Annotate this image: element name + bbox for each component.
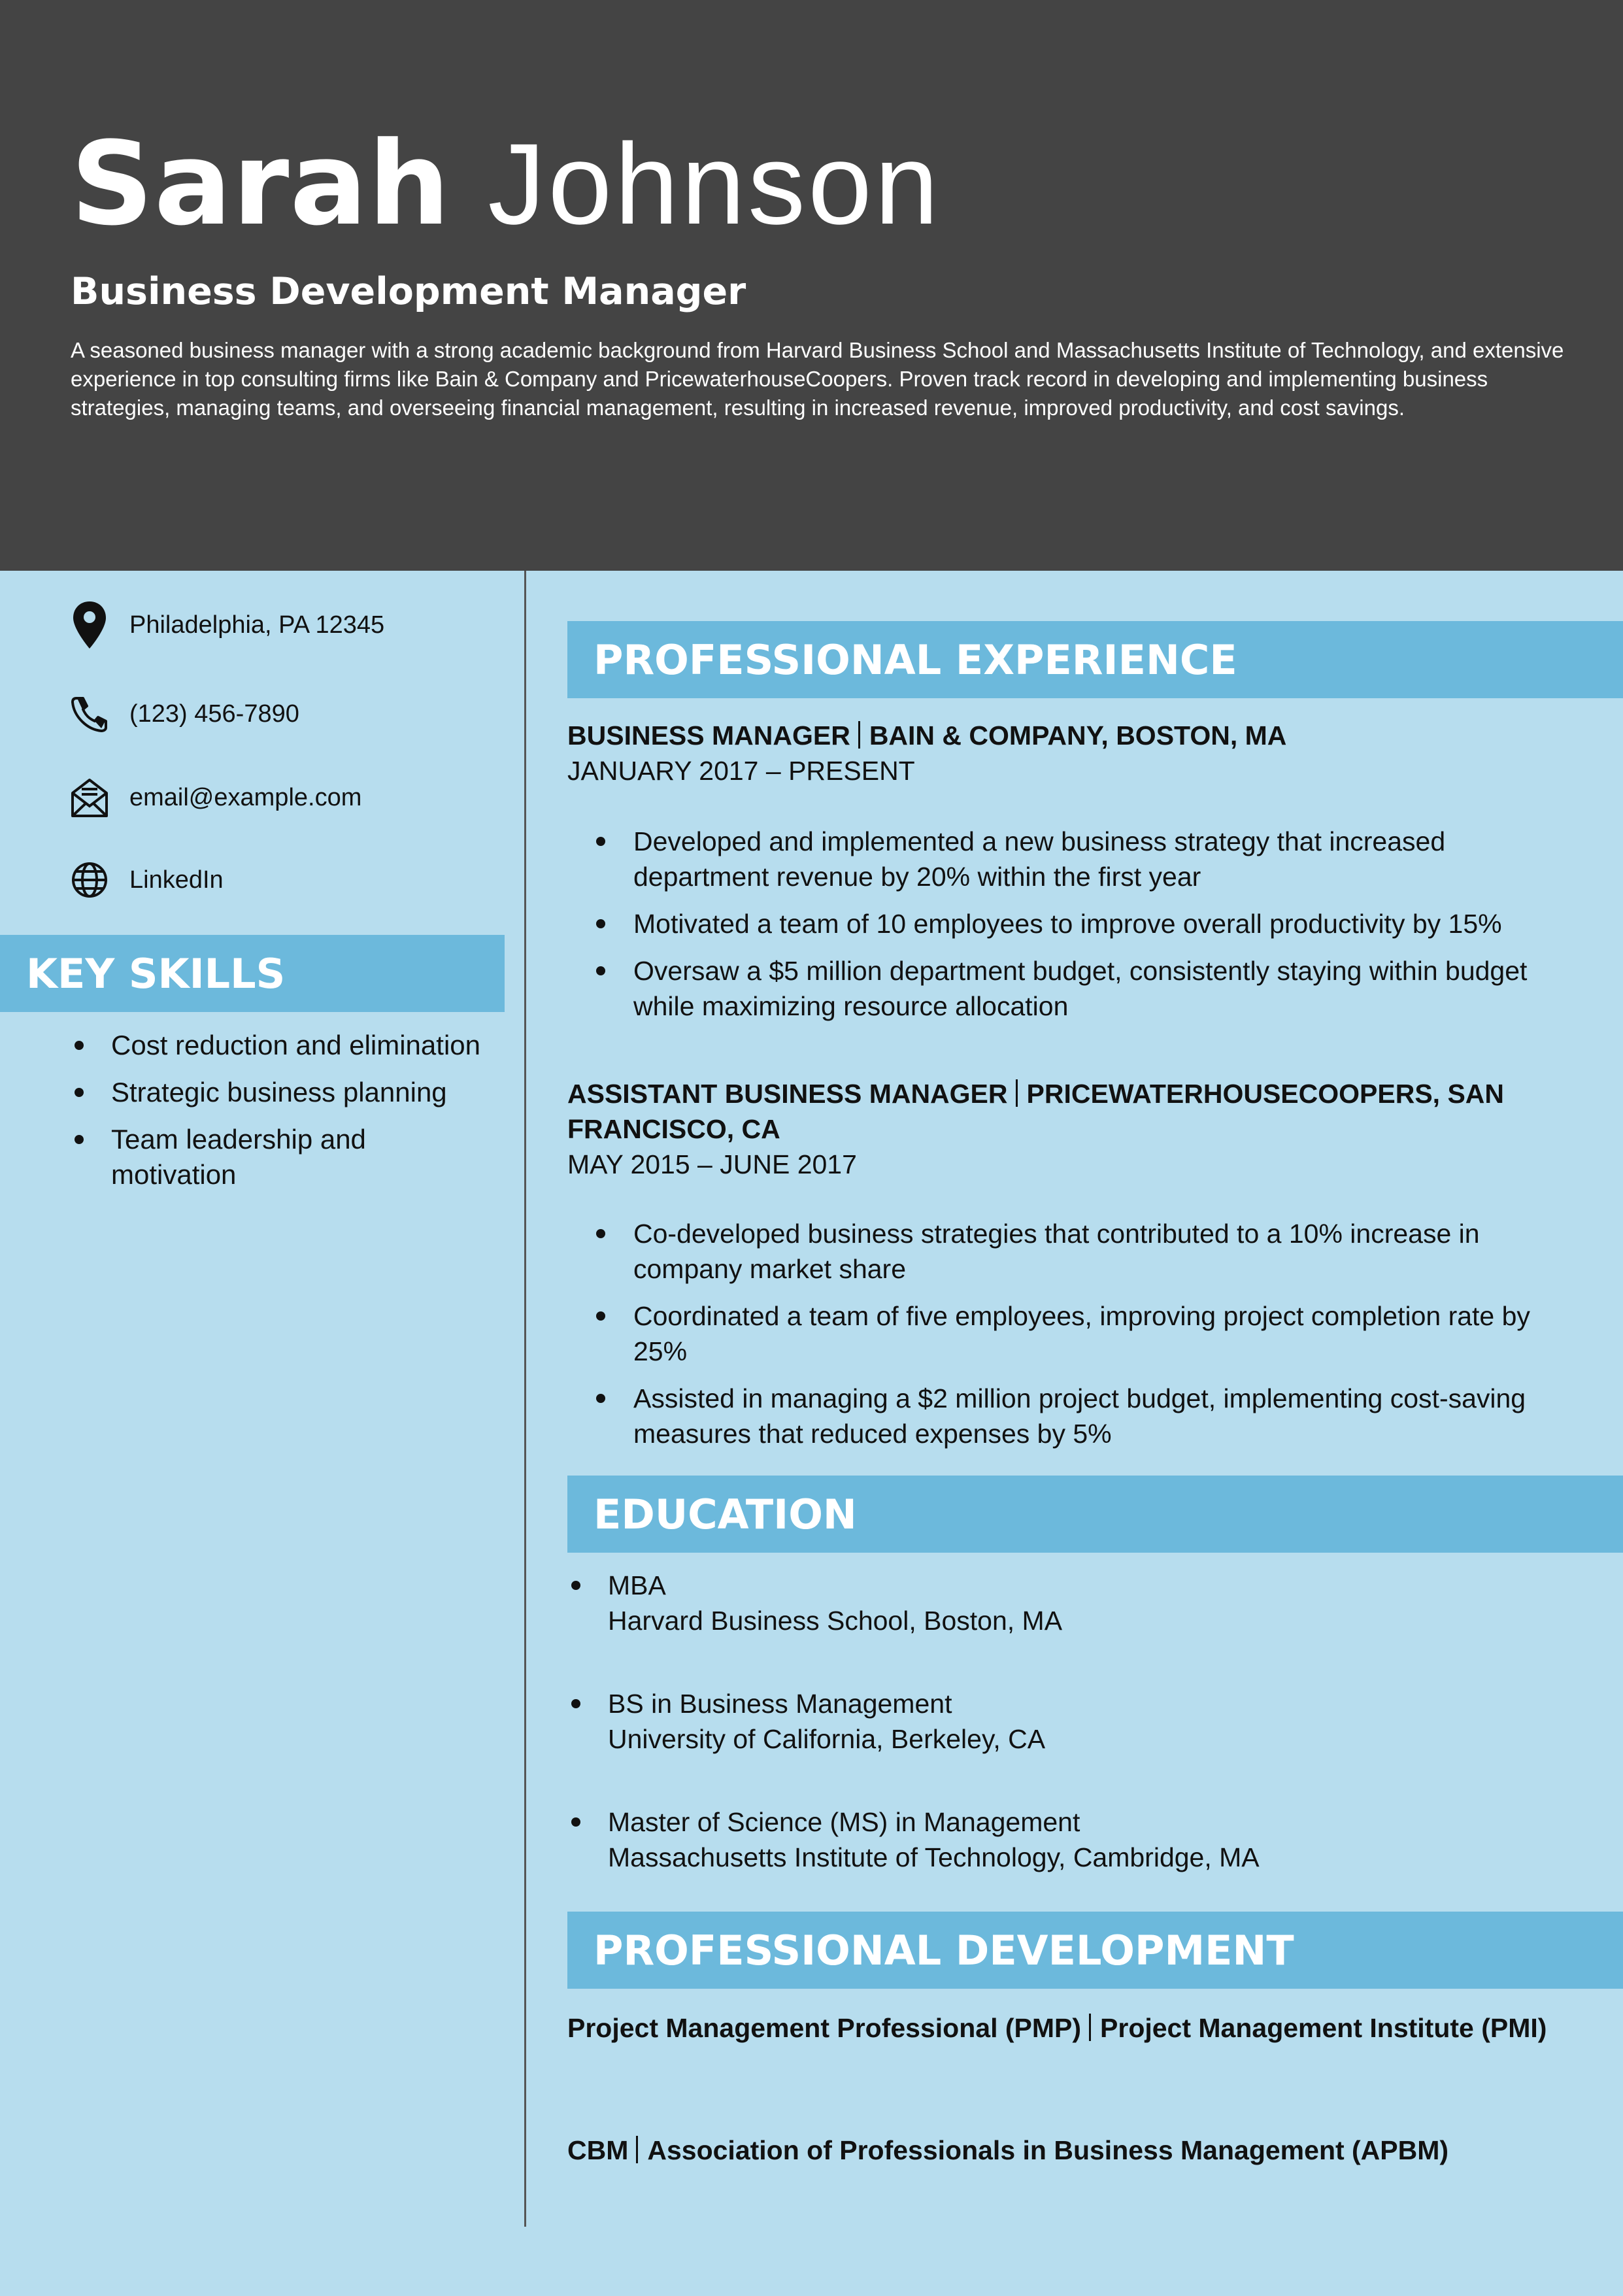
location-text: Philadelphia, PA 12345 <box>129 611 385 639</box>
bullet-dot <box>571 1581 580 1590</box>
job-heading <box>567 718 1587 753</box>
key-skills-heading: KEY SKILLS <box>26 949 286 998</box>
education-heading-bar <box>567 1476 1623 1553</box>
skill-item: Team leadership and motivation <box>71 1122 451 1192</box>
education-item <box>567 1686 1588 1757</box>
location-pin-icon <box>71 599 109 651</box>
contact-email <box>71 771 361 824</box>
degree: MBA <box>608 1570 666 1600</box>
contact-phone <box>71 688 299 740</box>
bullet-dot <box>571 1699 580 1708</box>
job-company: BAIN & COMPANY, BOSTON, MA <box>869 720 1287 751</box>
first-name: Sarah <box>71 117 451 251</box>
bullet-dot <box>596 1229 605 1238</box>
column-divider <box>524 571 526 2227</box>
bullet-dot <box>596 1311 605 1321</box>
bullet-dot <box>596 966 605 975</box>
experience-heading-bar <box>567 621 1623 698</box>
list-item: Motivated a team of 10 employees to improve overall productivity by 15% <box>567 906 1567 941</box>
degree: Master of Science (MS) in Management <box>608 1807 1080 1837</box>
development-heading: PROFESSIONAL DEVELOPMENT <box>594 1926 1294 1974</box>
job-bullets <box>567 824 1567 1036</box>
separator <box>636 2136 638 2163</box>
school: University of California, Berkeley, CA <box>608 1724 1046 1754</box>
bullet-dot <box>75 1041 84 1050</box>
phone-icon <box>71 688 109 740</box>
certification-org: Project Management Institute (PMI) <box>1100 2013 1547 2043</box>
bullet-dot <box>596 1394 605 1403</box>
separator <box>1016 1079 1018 1107</box>
job-bullets <box>567 1216 1567 1463</box>
job-dates: MAY 2015 – JUNE 2017 <box>567 1149 857 1179</box>
last-name: Johnson <box>488 120 941 248</box>
bullet-dot <box>596 837 605 846</box>
certification-name: Project Management Professional (PMP) <box>567 2013 1082 2043</box>
list-item: Developed and implemented a new business strategy that increased department revenue by 20% within the first year <box>567 824 1567 894</box>
email-text[interactable]: email@example.com <box>129 783 362 811</box>
envelope-icon <box>71 771 109 824</box>
separator <box>858 721 860 749</box>
list-item: Oversaw a $5 million department budget, consistently staying within budget while maximizing resource allocation <box>567 953 1567 1024</box>
separator <box>1089 2014 1091 2041</box>
job-company: PRICEWATERHOUSECOOPERS, SAN FRANCISCO, CA <box>567 1079 1505 1144</box>
education-item <box>567 1568 1588 1638</box>
job-heading <box>567 1076 1587 1147</box>
certification-item <box>567 2133 1587 2168</box>
skill-item: Strategic business planning <box>71 1075 515 1110</box>
job-title: Business Development Manager <box>71 270 746 313</box>
list-item: Co-developed business strategies that contributed to a 10% increase in company market share <box>567 1216 1567 1287</box>
job-role: BUSINESS MANAGER <box>567 720 850 751</box>
certification-name: CBM <box>567 2135 629 2165</box>
candidate-name <box>71 119 941 250</box>
bullet-dot <box>75 1088 84 1097</box>
job-dates: JANUARY 2017 – PRESENT <box>567 756 915 786</box>
list-item: Assisted in managing a $2 million project budget, implementing cost-saving measures that reduced expenses by 5% <box>567 1381 1567 1451</box>
globe-icon <box>71 854 109 906</box>
skills-list <box>71 1028 515 1204</box>
bullet-dot <box>75 1135 84 1144</box>
header-banner <box>0 0 1623 571</box>
job-role: ASSISTANT BUSINESS MANAGER <box>567 1079 1008 1109</box>
degree: BS in Business Management <box>608 1689 952 1719</box>
experience-heading: PROFESSIONAL EXPERIENCE <box>594 635 1237 684</box>
education-item <box>567 1804 1588 1875</box>
list-item: Coordinated a team of five employees, improving project completion rate by 25% <box>567 1298 1567 1369</box>
certification-org: Association of Professionals in Business Management (APBM) <box>647 2135 1449 2165</box>
profile-summary: A seasoned business manager with a strong academic background from Harvard Business School and Massachusetts Institute of Technology, and extensive experience in top consulting firms like Bain & Company and PricewaterhouseCoopers. Proven track record in developing and implementing business strategies, managing teams, and overseeing financial management, resulting in increased revenue, improved productivity, and cost savings. <box>71 338 1564 420</box>
school: Massachusetts Institute of Technology, Cambridge, MA <box>608 1842 1260 1872</box>
linkedin-text[interactable]: LinkedIn <box>129 866 224 894</box>
certification-item <box>567 2010 1587 2046</box>
key-skills-heading-bar <box>0 935 505 1012</box>
contact-location <box>71 599 384 651</box>
bullet-dot <box>596 919 605 928</box>
development-heading-bar <box>567 1912 1623 1989</box>
education-heading: EDUCATION <box>594 1490 857 1538</box>
bullet-dot <box>571 1817 580 1827</box>
skill-item: Cost reduction and elimination <box>71 1028 515 1063</box>
phone-text: (123) 456-7890 <box>129 700 299 728</box>
school: Harvard Business School, Boston, MA <box>608 1606 1063 1636</box>
contact-linkedin <box>71 854 224 906</box>
